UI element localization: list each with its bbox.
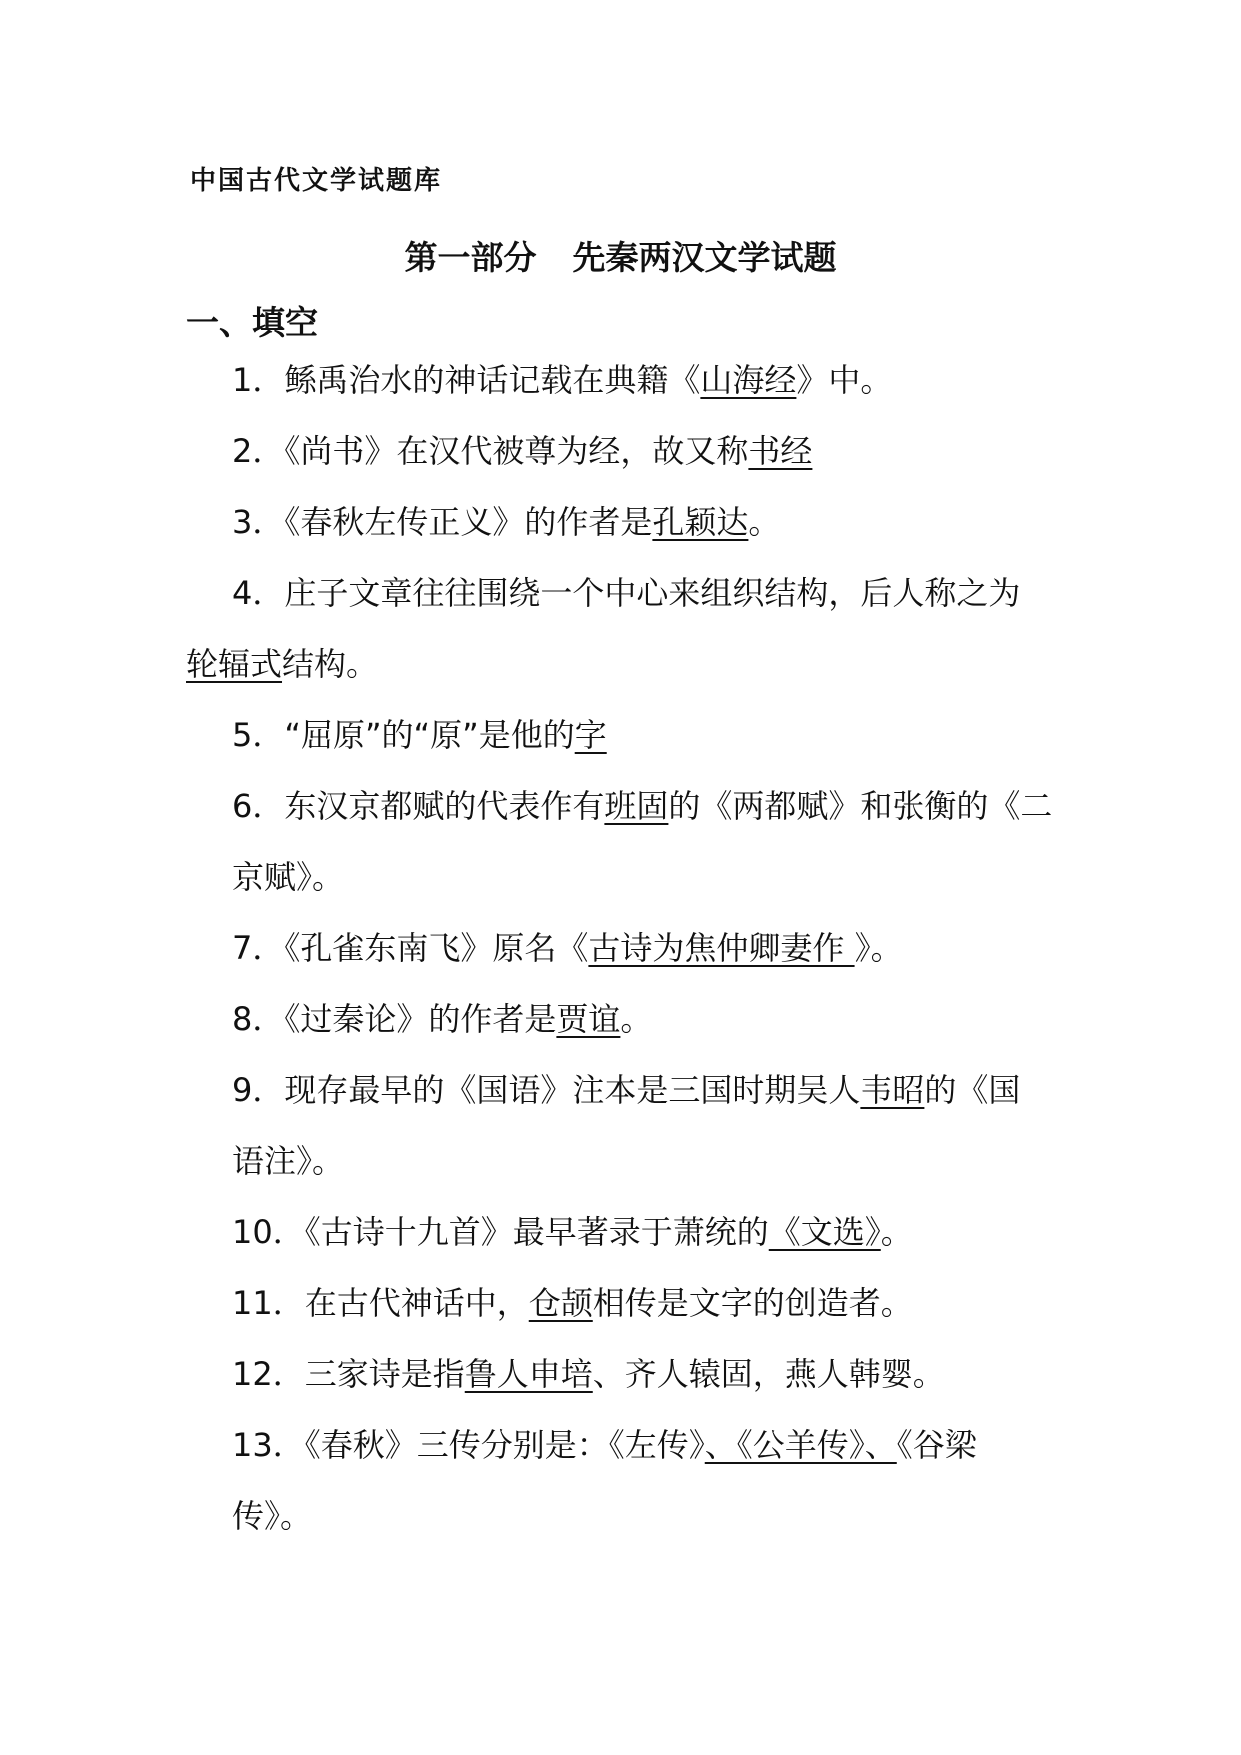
answer-blank: 仓颉 [528,1284,593,1322]
answer-blank: 字 [574,716,607,754]
question-text: 《孔雀东南飞》原名《 [284,929,589,967]
answer-blank: 贾谊 [556,1000,621,1038]
question-8 [232,1000,653,1038]
answer-blank: 鲁人申培 [464,1355,593,1393]
question-text: 结构。 [282,645,379,683]
question-1 [232,361,893,399]
question-text: 、齐人辕固，燕人韩婴。 [592,1355,945,1393]
question-text: 鲧禹治水的神话记载在典籍《 [284,361,701,399]
question-number: 10． [232,1213,305,1251]
question-number: 5． [232,716,285,754]
question-text: “屈原”的“原”是他的 [284,716,575,754]
question-text: 语注》。 [232,1142,345,1180]
question-text: 在古代神话中， [304,1284,529,1322]
question-text: 现存最早的《国语》注本是三国时期吴人 [284,1071,861,1109]
question-text: 东汉京都赋的代表作有 [284,787,605,825]
question-5 [232,716,607,754]
part-label: 第一部分 [404,238,537,277]
section-heading: 一、填空 [186,303,318,342]
question-text: 的《两都赋》和张衡的《二 [668,787,1053,825]
answer-blank: 韦昭 [860,1071,925,1109]
question-text: 三家诗是指 [304,1355,465,1393]
question-number: 4． [232,574,285,612]
question-4-continued [186,645,379,683]
question-9 [232,1071,1021,1109]
question-9-continued [232,1142,345,1180]
answer-blank: 古诗为焦仲卿妻作 [588,929,855,967]
answer-blank: 书经 [748,432,813,470]
question-text: 《尚书》在汉代被尊为经，故又称 [284,432,749,470]
question-text: 《春秋》三传分别是：《左传》 [304,1426,705,1464]
part-title: 先秦两汉文学试题 [572,238,837,277]
question-text: 庄子文章往往围绕一个中心来组织结构，后人称之为 [284,574,1021,612]
answer-blank: 、《公羊传》、 [704,1426,897,1464]
question-number: 12． [232,1355,305,1393]
answer-blank: 《文选》 [768,1213,881,1251]
question-7 [232,929,903,967]
question-text: 。 [620,1000,653,1038]
question-number: 7． [232,929,285,967]
question-text: 《谷梁 [896,1426,977,1464]
question-number: 8． [232,1000,285,1038]
question-number: 11． [232,1284,305,1322]
question-number: 9． [232,1071,285,1109]
answer-blank: 山海经 [700,361,797,399]
question-text: 《春秋左传正义》的作者是 [284,503,653,541]
answer-blank: 班固 [604,787,669,825]
question-text: 京赋》。 [232,858,345,896]
question-text: 《古诗十九首》最早著录于萧统的 [304,1213,769,1251]
question-13 [232,1426,977,1464]
question-6 [232,787,1053,825]
question-number: 13． [232,1426,305,1464]
question-number: 3． [232,503,285,541]
answer-blank: 轮辐式 [186,645,283,683]
question-4 [232,574,1021,612]
question-3 [232,503,781,541]
question-11 [232,1284,913,1322]
question-2 [232,432,813,470]
question-13-continued [232,1497,313,1535]
document-title: 中国古代文学试题库 [190,166,443,196]
answer-blank: 孔颖达 [652,503,749,541]
question-text: 。 [880,1213,913,1251]
question-text: 。 [748,503,781,541]
question-text: 》中。 [796,361,893,399]
part-heading [0,232,1241,279]
question-number: 2． [232,432,285,470]
question-text: 》。 [854,929,903,967]
question-text: 的《国 [924,1071,1021,1109]
question-6-continued [232,858,345,896]
question-text: 相传是文字的创造者。 [592,1284,913,1322]
question-text: 《过秦论》的作者是 [284,1000,557,1038]
question-number: 6． [232,787,285,825]
question-number: 1． [232,361,285,399]
question-10 [232,1213,913,1251]
question-text: 传》。 [232,1497,313,1535]
question-12 [232,1355,945,1393]
